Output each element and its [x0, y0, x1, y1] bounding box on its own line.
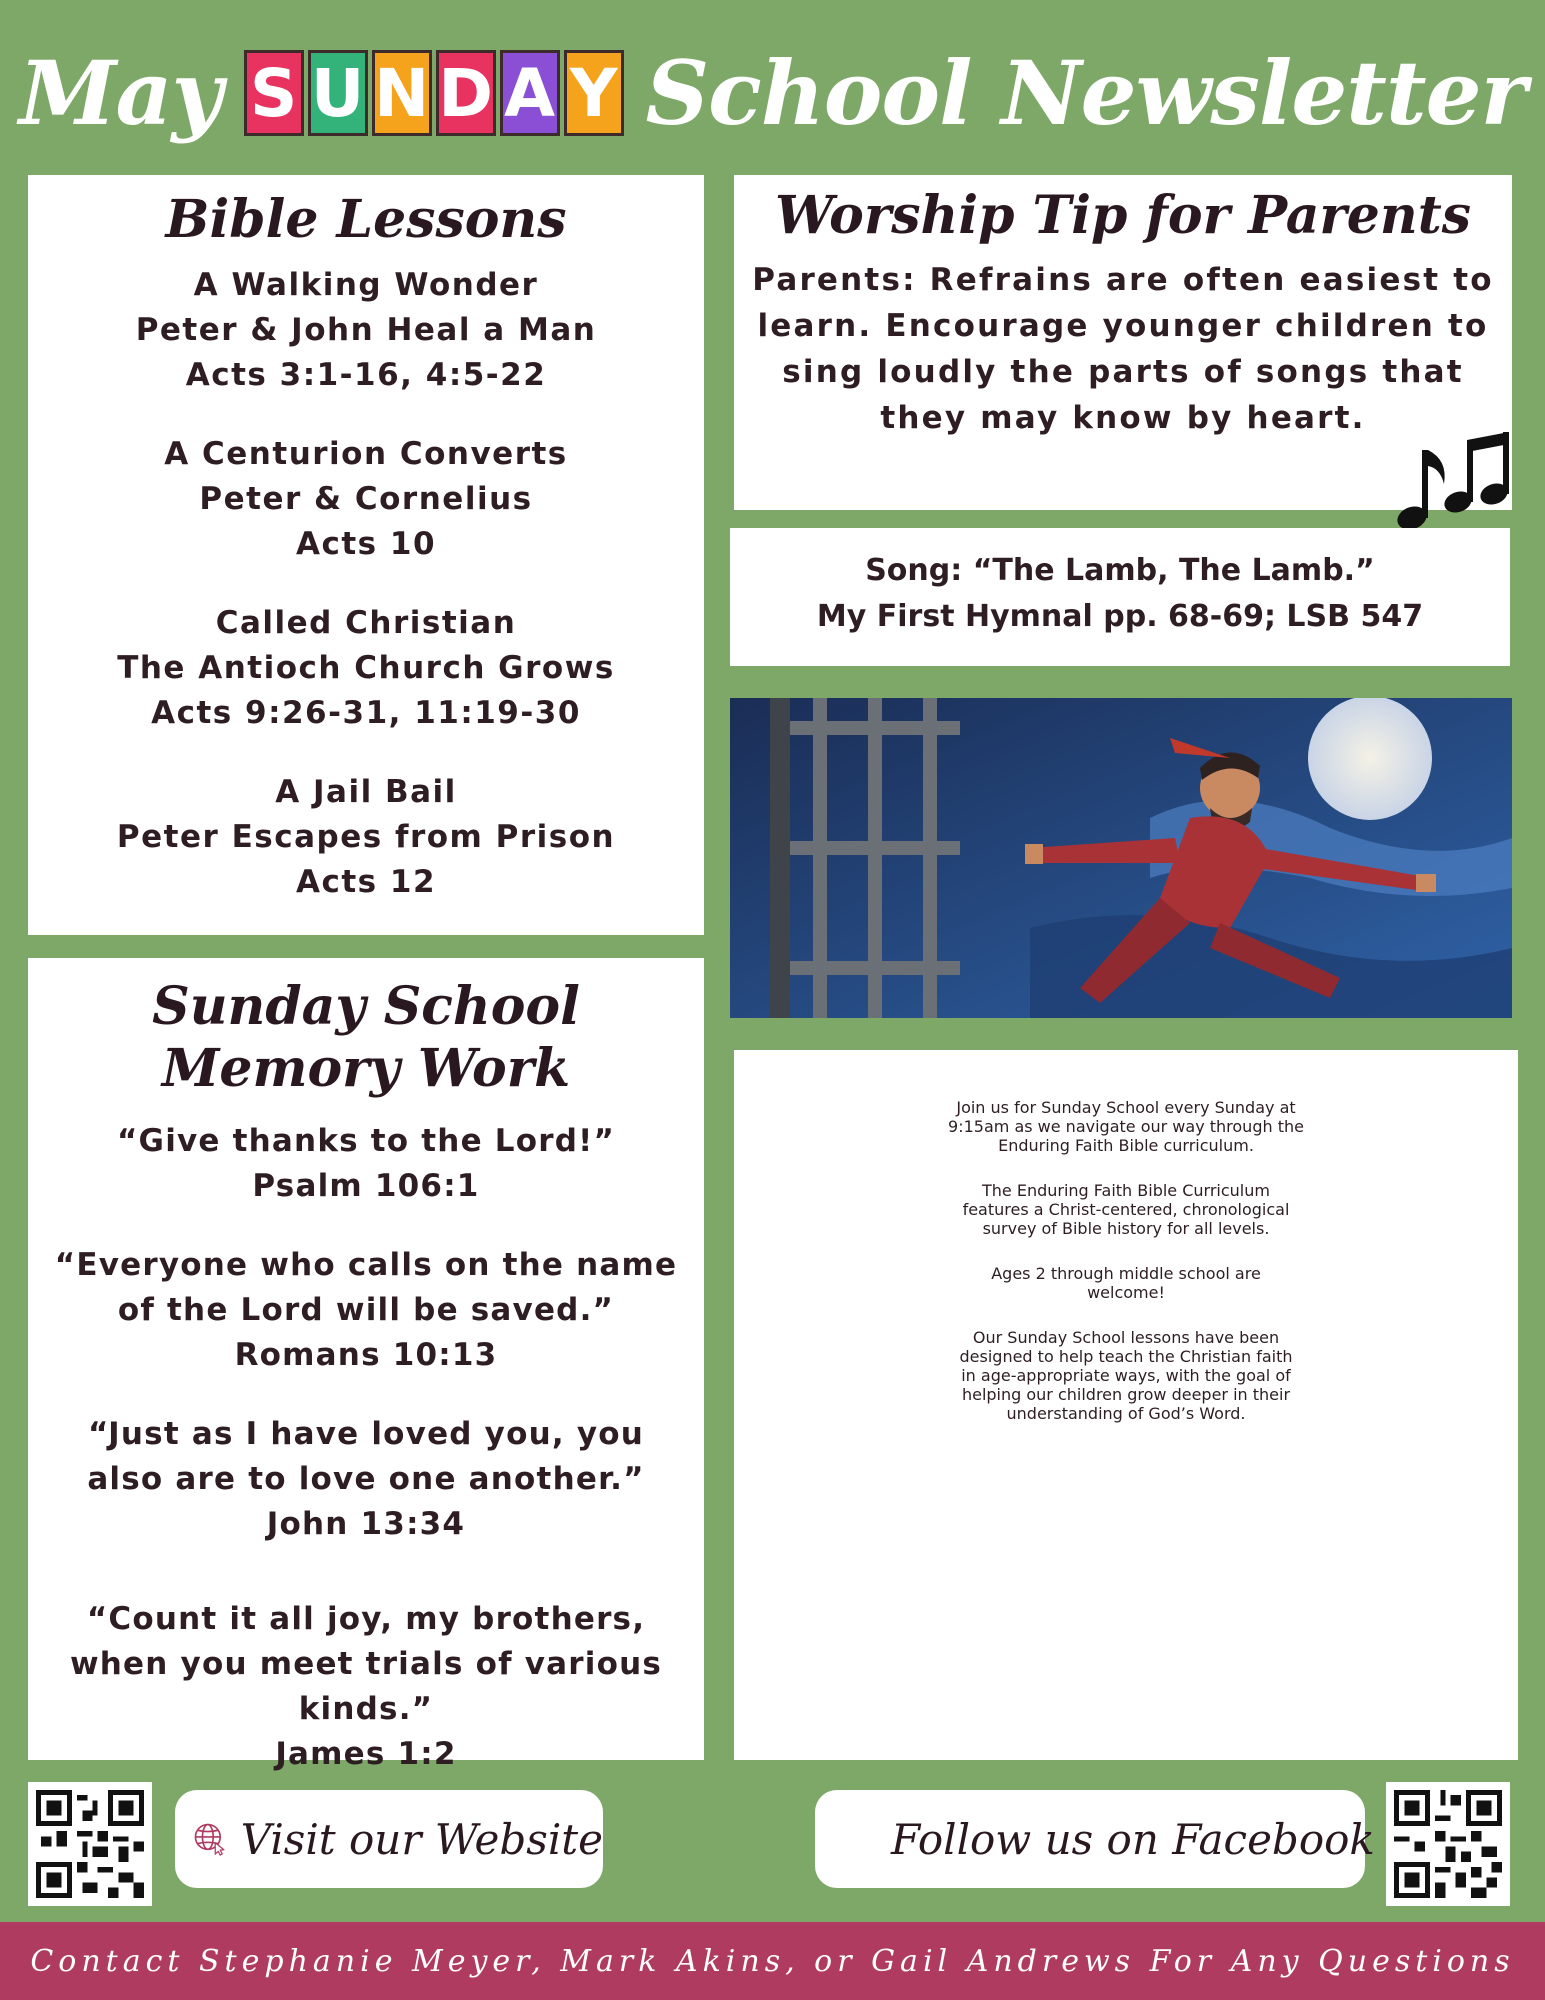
lesson-reference: Acts 9:26-31, 11:19-30: [151, 695, 581, 732]
bible-lessons-title: Bible Lessons: [165, 189, 567, 250]
peter-escaping-prison-illustration: [730, 698, 1512, 1018]
verse-text: “Count it all joy, my brothers,: [86, 1600, 646, 1637]
lesson-subtitle: Peter & Cornelius: [199, 481, 533, 518]
lesson-subtitle: The Antioch Church Grows: [117, 650, 615, 687]
lesson-subtitle: Peter & John Heal a Man: [135, 312, 597, 349]
lesson-title: A Centurion Converts: [164, 436, 568, 473]
info-line: helping our children grow deeper in their: [961, 1385, 1291, 1404]
verse-reference: Romans 10:13: [234, 1336, 498, 1373]
title-school-newsletter: School Newsletter: [645, 41, 1526, 145]
visit-website-link[interactable]: [175, 1790, 603, 1888]
memory-work-title: Sunday School Memory Work: [152, 976, 580, 1100]
memory-verse: [28, 1119, 704, 1209]
verse-text: “Everyone who calls on the name: [54, 1246, 678, 1283]
worship-tip-line: they may know by heart.: [880, 400, 1366, 437]
verse-text: “Give thanks to the Lord!”: [116, 1122, 616, 1159]
lesson-reference: Acts 10: [295, 526, 437, 563]
info-line: survey of Bible history for all levels.: [982, 1219, 1270, 1238]
sunday-tile: N: [372, 50, 432, 136]
qr-code-icon: [1394, 1790, 1502, 1898]
website-qr-code[interactable]: [28, 1782, 152, 1906]
sunday-letter-tiles: [244, 50, 624, 136]
verse-text: also are to love one another.”: [87, 1460, 645, 1497]
info-line: welcome!: [1087, 1283, 1165, 1302]
memory-verse: [28, 1597, 704, 1777]
qr-code-icon: [36, 1790, 144, 1898]
song-title: Song: “The Lamb, The Lamb.”: [865, 553, 1375, 588]
worship-tip-title: Worship Tip for Parents: [775, 185, 1471, 246]
contact-footer: [0, 1922, 1545, 2000]
song-card: [730, 528, 1510, 666]
lesson-item: [28, 770, 704, 905]
info-line: Ages 2 through middle school are: [991, 1264, 1261, 1283]
verse-reference: John 13:34: [266, 1505, 466, 1542]
follow-facebook-link[interactable]: [815, 1790, 1375, 1888]
lesson-title: Called Christian: [215, 605, 517, 642]
verse-text: “Just as I have loved you, you: [87, 1415, 644, 1452]
info-line: Our Sunday School lessons have been: [972, 1328, 1280, 1347]
lesson-reference: Acts 3:1-16, 4:5-22: [185, 357, 547, 394]
verse-text: kinds.”: [298, 1690, 434, 1727]
sunday-tile: S: [244, 50, 304, 136]
info-line: understanding of God’s Word.: [1006, 1404, 1246, 1423]
info-line: Join us for Sunday School every Sunday at: [956, 1098, 1296, 1117]
worship-tip-line: Parents: Refrains are often easiest to: [752, 262, 1494, 299]
bible-lessons-card: [28, 175, 704, 935]
sunday-tile: D: [436, 50, 496, 136]
info-line: Enduring Faith Bible curriculum.: [998, 1136, 1254, 1155]
info-line: The Enduring Faith Bible Curriculum: [982, 1181, 1270, 1200]
globe-cursor-icon: [193, 1798, 227, 1880]
music-notes-icon: [1390, 410, 1510, 540]
lesson-title: A Jail Bail: [275, 774, 457, 811]
info-line: features a Christ-centered, chronological: [962, 1200, 1290, 1219]
memory-verse: [28, 1243, 704, 1378]
sunday-tile: A: [500, 50, 560, 136]
contact-text: Contact Stephanie Meyer, Mark Akins, or Gail Andrews For Any Questions: [30, 1943, 1515, 1979]
title-word-may: May: [19, 41, 222, 145]
sunday-school-info-card: [734, 1050, 1518, 1760]
newsletter-header: [0, 28, 1545, 158]
sunday-tile: U: [308, 50, 368, 136]
verse-text: when you meet trials of various: [69, 1645, 663, 1682]
lesson-item: [28, 432, 704, 567]
lesson-item: [28, 601, 704, 736]
worship-tip-line: learn. Encourage younger children to: [757, 308, 1489, 345]
lesson-subtitle: Peter Escapes from Prison: [116, 819, 616, 856]
visit-website-label: Visit our Website: [240, 1814, 603, 1864]
info-line: designed to help teach the Christian faith: [959, 1347, 1293, 1366]
facebook-qr-code[interactable]: [1386, 1782, 1510, 1906]
worship-tip-line: sing loudly the parts of songs that: [782, 354, 1464, 391]
memory-work-card: [28, 958, 704, 1772]
verse-reference: Psalm 106:1: [252, 1167, 480, 1204]
song-hymnal-reference: My First Hymnal pp. 68-69; LSB 547: [816, 599, 1424, 634]
lesson-reference: Acts 12: [295, 864, 437, 901]
info-line: in age-appropriate ways, with the goal of: [961, 1366, 1291, 1385]
lesson-item: [28, 263, 704, 398]
follow-facebook-label: Follow us on Facebook: [891, 1814, 1375, 1864]
lesson-title: A Walking Wonder: [193, 267, 539, 304]
sunday-tile: Y: [564, 50, 624, 136]
verse-text: of the Lord will be saved.”: [117, 1291, 615, 1328]
info-line: 9:15am as we navigate our way through the: [948, 1117, 1304, 1136]
memory-verse: [28, 1412, 704, 1547]
verse-reference: James 1:2: [275, 1735, 457, 1772]
